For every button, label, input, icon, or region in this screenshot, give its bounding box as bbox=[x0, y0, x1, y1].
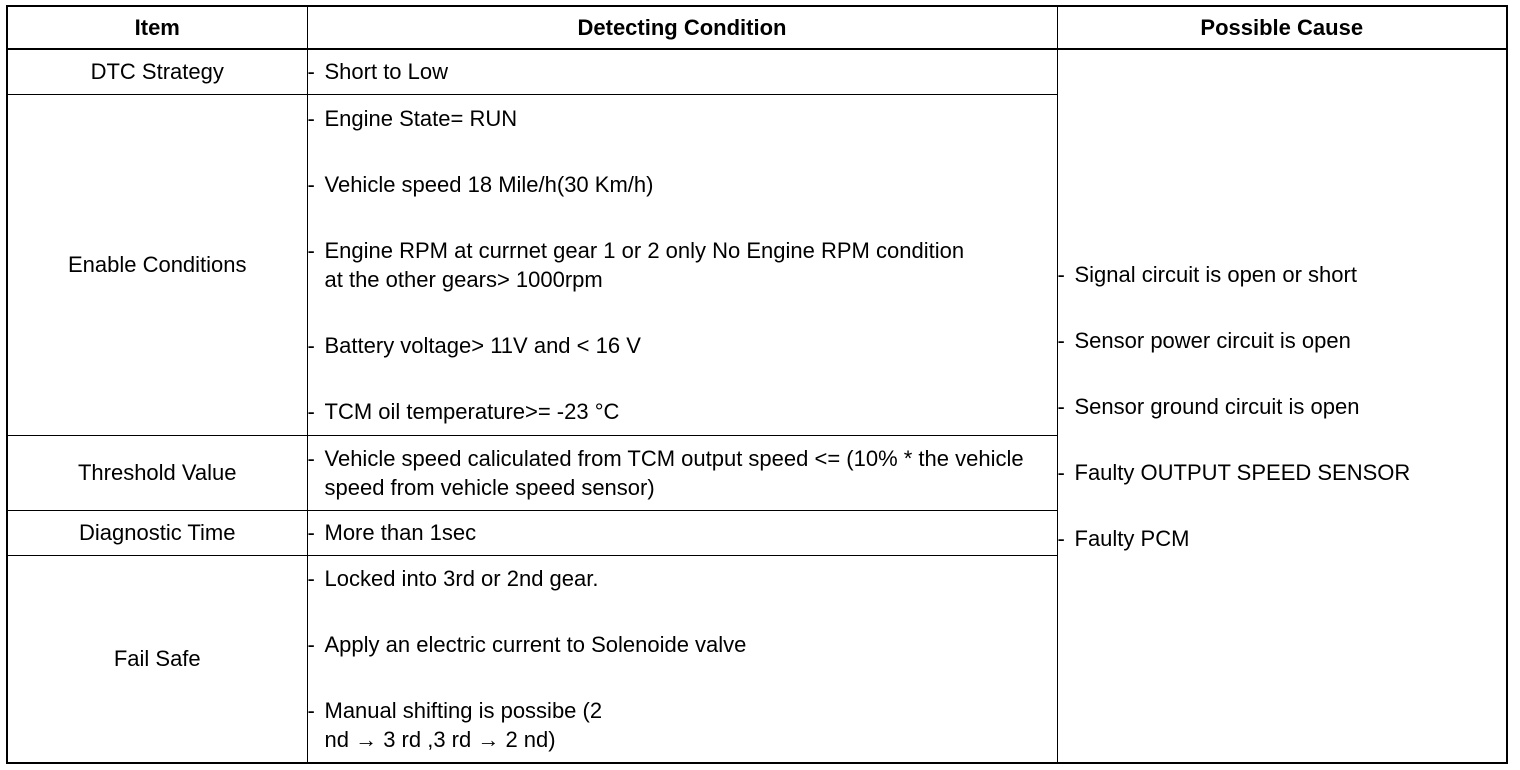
condition-text: TCM oil temperature>= -23 °C bbox=[324, 398, 620, 424]
row-item-threshold-value: Threshold Value bbox=[7, 435, 307, 510]
bullet-dash: - bbox=[307, 398, 315, 424]
row-conditions-diagnostic-time bbox=[307, 510, 1057, 555]
header-item: Item bbox=[7, 6, 307, 49]
cause-text: Signal circuit is open or short bbox=[1074, 261, 1357, 287]
bullet-dash: - bbox=[307, 171, 315, 197]
bullet-dash: - bbox=[1057, 393, 1065, 419]
row-item-diagnostic-time: Diagnostic Time bbox=[7, 510, 307, 555]
cause-bullet bbox=[1058, 326, 1507, 355]
bullet-dash: - bbox=[307, 59, 315, 85]
cause-bullet bbox=[1058, 524, 1507, 553]
condition-text: Short to Low bbox=[324, 59, 449, 85]
row-conditions-enable-conditions bbox=[307, 94, 1057, 435]
condition-text: Vehicle speed caliculated from TCM output speed <= (10% * the vehicle speed from vehicle speed sensor) bbox=[324, 445, 1024, 500]
row-item-fail-safe: Fail Safe bbox=[7, 555, 307, 763]
condition-bullet bbox=[308, 236, 1057, 294]
condition-bullet bbox=[308, 630, 1057, 659]
condition-bullet bbox=[308, 170, 1057, 199]
condition-bullet bbox=[308, 57, 1057, 86]
condition-text: Locked into 3rd or 2nd gear. bbox=[324, 565, 599, 591]
cause-bullet bbox=[1058, 260, 1507, 289]
condition-text: Battery voltage> 11V and < 16 V bbox=[324, 332, 641, 358]
bullet-dash: - bbox=[307, 332, 315, 358]
condition-text: Vehicle speed 18 Mile/h(30 Km/h) bbox=[324, 171, 654, 197]
row-conditions-fail-safe bbox=[307, 555, 1057, 763]
bullet-dash: - bbox=[307, 697, 315, 723]
bullet-dash: - bbox=[307, 565, 315, 591]
bullet-dash: - bbox=[307, 105, 315, 131]
condition-bullet bbox=[308, 397, 1057, 426]
condition-bullet bbox=[308, 518, 1057, 547]
cause-bullet bbox=[1058, 392, 1507, 421]
cause-text: Faulty PCM bbox=[1074, 525, 1190, 551]
header-detecting-condition: Detecting Condition bbox=[307, 6, 1057, 49]
condition-bullet bbox=[308, 444, 1057, 502]
condition-bullet bbox=[308, 696, 1057, 754]
condition-text: Manual shifting is possibe (2 nd → 3 rd ,3 rd → 2 nd) bbox=[324, 697, 603, 752]
header-possible-cause: Possible Cause bbox=[1057, 6, 1507, 49]
bullet-dash: - bbox=[307, 237, 315, 263]
bullet-dash: - bbox=[1057, 459, 1065, 485]
possible-cause-cell bbox=[1057, 49, 1507, 763]
bullet-dash: - bbox=[307, 631, 315, 657]
condition-text: Engine State= RUN bbox=[324, 105, 518, 131]
row-item-enable-conditions: Enable Conditions bbox=[7, 94, 307, 435]
cause-bullet bbox=[1058, 458, 1507, 487]
row-item-dtc-strategy: DTC Strategy bbox=[7, 49, 307, 94]
condition-bullet bbox=[308, 564, 1057, 593]
condition-bullet bbox=[308, 104, 1057, 133]
table-header-row bbox=[7, 6, 1507, 49]
condition-text: Engine RPM at currnet gear 1 or 2 only No Engine RPM condition at the other gears> 1000rpm bbox=[324, 237, 965, 292]
cause-text: Sensor power circuit is open bbox=[1074, 327, 1351, 353]
bullet-dash: - bbox=[1057, 261, 1065, 287]
dtc-table bbox=[6, 5, 1508, 764]
bullet-dash: - bbox=[307, 445, 315, 471]
cause-text: Faulty OUTPUT SPEED SENSOR bbox=[1074, 459, 1411, 485]
condition-text: More than 1sec bbox=[324, 520, 477, 545]
condition-bullet bbox=[308, 331, 1057, 360]
bullet-dash: - bbox=[1057, 327, 1065, 353]
bullet-dash: - bbox=[307, 520, 315, 545]
row-conditions-threshold-value bbox=[307, 435, 1057, 510]
row-conditions-dtc-strategy bbox=[307, 49, 1057, 94]
bullet-dash: - bbox=[1057, 525, 1065, 551]
cause-text: Sensor ground circuit is open bbox=[1074, 393, 1360, 419]
table-row bbox=[7, 49, 1507, 94]
condition-text: Apply an electric current to Solenoide valve bbox=[324, 631, 747, 657]
